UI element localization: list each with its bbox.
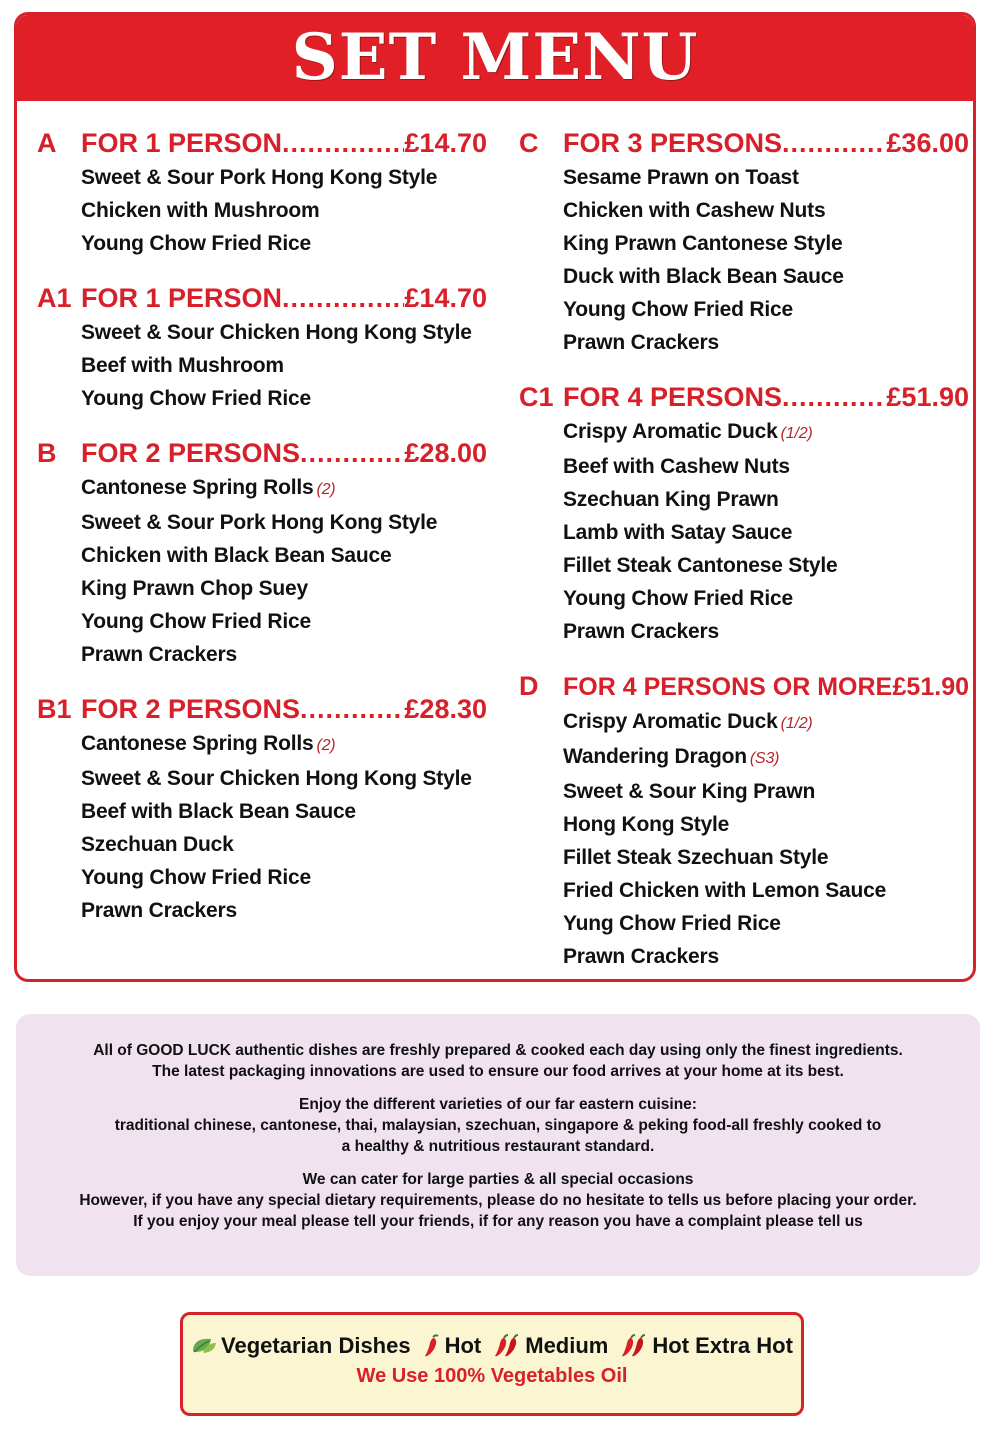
legend-extra-hot [620, 1333, 793, 1359]
item-name: Fried Chicken with Lemon Sauce [563, 879, 887, 902]
leader-dots [282, 127, 404, 159]
item-name: Prawn Crackers [563, 945, 719, 968]
set-heading [37, 127, 487, 159]
item-name: Szechuan King Prawn [563, 488, 779, 511]
menu-item [563, 549, 969, 582]
set-price: £14.70 [404, 128, 487, 158]
info-paragraph [16, 1040, 980, 1082]
item-name: Fillet Steak Cantonese Style [563, 554, 838, 577]
set-heading [519, 127, 969, 159]
item-name: Prawn Crackers [563, 331, 719, 354]
menu-item [563, 907, 969, 940]
menu-item [563, 705, 969, 740]
info-line: All of GOOD LUCK authentic dishes are freshly prepared & cooked each day using only the finest ingredients. [93, 1042, 903, 1059]
legend-label: Hot Extra Hot [652, 1333, 793, 1358]
item-name: Cantonese Spring Rolls [81, 476, 314, 499]
item-name: Young Chow Fried Rice [81, 610, 311, 633]
set-d [519, 670, 969, 973]
menu-item [563, 874, 969, 907]
set-title: FOR 4 PERSONS OR MORE [563, 673, 893, 701]
item-name: Beef with Black Bean Sauce [81, 800, 356, 823]
menu-item [81, 861, 487, 894]
menu-item [563, 775, 969, 808]
set-price: £14.70 [404, 283, 487, 313]
set-c1 [519, 381, 969, 648]
menu-item [563, 615, 969, 648]
oil-note: We Use 100% Vegetables Oil [356, 1365, 628, 1387]
info-line: a healthy & nutritious restaurant standard. [341, 1138, 655, 1155]
set-title: FOR 3 PERSONS [563, 128, 783, 158]
menu-title: SET MENU [17, 15, 973, 101]
item-name: Beef with Mushroom [81, 354, 284, 377]
item-name: Young Chow Fried Rice [81, 387, 311, 410]
menu-item [81, 605, 487, 638]
legend-panel [180, 1312, 804, 1416]
item-name: Crispy Aromatic Duck [563, 420, 778, 443]
set-heading [519, 381, 969, 413]
set-code: A [37, 128, 57, 158]
set-price: £51.90 [886, 382, 969, 412]
item-name: Beef with Cashew Nuts [563, 455, 790, 478]
item-name: Hong Kong Style [563, 813, 730, 836]
item-name: Chicken with Black Bean Sauce [81, 544, 392, 567]
set-title: FOR 2 PERSONS [81, 438, 301, 468]
menu-item [563, 227, 969, 260]
set-code: C [519, 128, 539, 158]
set-heading [37, 282, 487, 314]
info-line: traditional chinese, cantonese, thai, malaysian, szechuan, singapore & peking food-all freshly cooked to [114, 1117, 882, 1134]
item-name: Young Chow Fried Rice [81, 866, 311, 889]
set-items [37, 161, 487, 260]
menu-item [81, 382, 487, 415]
legend-row [183, 1333, 801, 1359]
menu-item [563, 326, 969, 359]
menu-item [563, 450, 969, 483]
menu-item [81, 506, 487, 539]
menu-item [563, 293, 969, 326]
set-heading [37, 437, 487, 469]
item-name: Lamb with Satay Sauce [563, 521, 793, 544]
info-paragraph [16, 1094, 980, 1157]
item-name: Sweet & Sour Pork Hong Kong Style [81, 166, 438, 189]
menu-item [563, 808, 969, 841]
set-title: FOR 1 PERSON [81, 128, 283, 158]
item-name: Prawn Crackers [81, 643, 237, 666]
menu-item [563, 582, 969, 615]
info-line: If you enjoy your meal please tell your friends, if for any reason you have a complaint please tell us [133, 1213, 863, 1230]
item-name: Crispy Aromatic Duck [563, 710, 778, 733]
set-items [37, 316, 487, 415]
menu-item [563, 194, 969, 227]
menu-item [563, 415, 969, 450]
leader-dots [782, 127, 886, 159]
menu-item [81, 638, 487, 671]
set-a1 [37, 282, 487, 415]
info-paragraph [16, 1169, 980, 1232]
leaf-icon [191, 1337, 217, 1355]
set-heading [37, 693, 487, 725]
menu-item [563, 841, 969, 874]
item-name: Sweet & Sour Chicken Hong Kong Style [81, 767, 472, 790]
set-code: C1 [519, 382, 554, 412]
item-note: (2) [316, 737, 336, 754]
set-b [37, 437, 487, 671]
set-price: £51.90 [892, 673, 969, 701]
left-column [37, 127, 487, 949]
set-a [37, 127, 487, 260]
set-b1 [37, 693, 487, 927]
menu-item [563, 161, 969, 194]
right-column [519, 127, 969, 982]
menu-item [81, 795, 487, 828]
info-line: We can cater for large parties & all special occasions [302, 1171, 694, 1188]
item-name: Fillet Steak Szechuan Style [563, 846, 829, 869]
item-name: Sesame Prawn on Toast [563, 166, 799, 189]
legend-label: Hot [444, 1333, 482, 1358]
item-name: Young Chow Fried Rice [81, 232, 311, 255]
item-note: (2) [316, 481, 336, 498]
two-chilies-icon [620, 1334, 648, 1358]
set-price: £28.00 [404, 438, 487, 468]
menu-item [81, 762, 487, 795]
set-title: FOR 2 PERSONS [81, 694, 301, 724]
set-menu-panel [14, 12, 976, 982]
legend-hot [423, 1333, 482, 1359]
legend-vegetarian [191, 1333, 411, 1359]
set-items [37, 727, 487, 927]
info-line: The latest packaging innovations are used to ensure our food arrives at your home at its best. [152, 1063, 844, 1080]
menu-item [81, 471, 487, 506]
menu-item [563, 516, 969, 549]
set-heading [519, 670, 969, 703]
item-note: (1/2) [780, 715, 813, 732]
info-panel [16, 1014, 980, 1276]
menu-item [563, 483, 969, 516]
menu-item [81, 316, 487, 349]
set-code: D [519, 671, 539, 701]
legend-label: Medium [525, 1333, 609, 1358]
set-title: FOR 1 PERSON [81, 283, 283, 313]
set-code: A1 [37, 283, 72, 313]
menu-item [81, 227, 487, 260]
menu-item [81, 828, 487, 861]
menu-item [81, 539, 487, 572]
item-name: Wandering Dragon [563, 745, 747, 768]
legend-medium [493, 1333, 608, 1359]
set-items [519, 161, 969, 359]
item-name: Cantonese Spring Rolls [81, 732, 314, 755]
menu-item [563, 740, 969, 775]
item-name: Prawn Crackers [81, 899, 237, 922]
menu-item [81, 572, 487, 605]
item-note: (S3) [749, 750, 780, 767]
set-code: B1 [37, 694, 72, 724]
item-note: (1/2) [780, 425, 813, 442]
leader-dots [782, 381, 886, 413]
item-name: Chicken with Mushroom [81, 199, 320, 222]
set-items [519, 415, 969, 648]
info-line: However, if you have any special dietary requirements, please do no hesitate to tells us before placing your order. [79, 1192, 917, 1209]
leader-dots [282, 282, 404, 314]
menu-item [563, 940, 969, 973]
item-name: Sweet & Sour Chicken Hong Kong Style [81, 321, 472, 344]
set-items [37, 471, 487, 671]
leader-dots [300, 437, 404, 469]
set-price: £36.00 [886, 128, 969, 158]
menu-item [81, 161, 487, 194]
set-title: FOR 4 PERSONS [563, 382, 783, 412]
item-name: Prawn Crackers [563, 620, 719, 643]
item-name: King Prawn Cantonese Style [563, 232, 843, 255]
chili-icon [423, 1334, 441, 1358]
item-name: Duck with Black Bean Sauce [563, 265, 844, 288]
menu-item [81, 727, 487, 762]
set-items [519, 705, 969, 973]
item-name: Young Chow Fried Rice [563, 587, 793, 610]
menu-item [563, 260, 969, 293]
item-name: King Prawn Chop Suey [81, 577, 309, 600]
item-name: Sweet & Sour Pork Hong Kong Style [81, 511, 438, 534]
menu-item [81, 194, 487, 227]
item-name: Sweet & Sour King Prawn [563, 780, 816, 803]
menu-item [81, 349, 487, 382]
item-name: Yung Chow Fried Rice [563, 912, 781, 935]
menu-item [81, 894, 487, 927]
set-code: B [37, 438, 57, 468]
set-price: £28.30 [404, 694, 487, 724]
item-name: Chicken with Cashew Nuts [563, 199, 826, 222]
leader-dots [300, 693, 404, 725]
item-name: Young Chow Fried Rice [563, 298, 793, 321]
set-c [519, 127, 969, 359]
item-name: Szechuan Duck [81, 833, 234, 856]
two-chilies-icon [493, 1334, 521, 1358]
legend-label: Vegetarian Dishes [221, 1333, 411, 1358]
info-line: Enjoy the different varieties of our far eastern cuisine: [299, 1096, 697, 1113]
